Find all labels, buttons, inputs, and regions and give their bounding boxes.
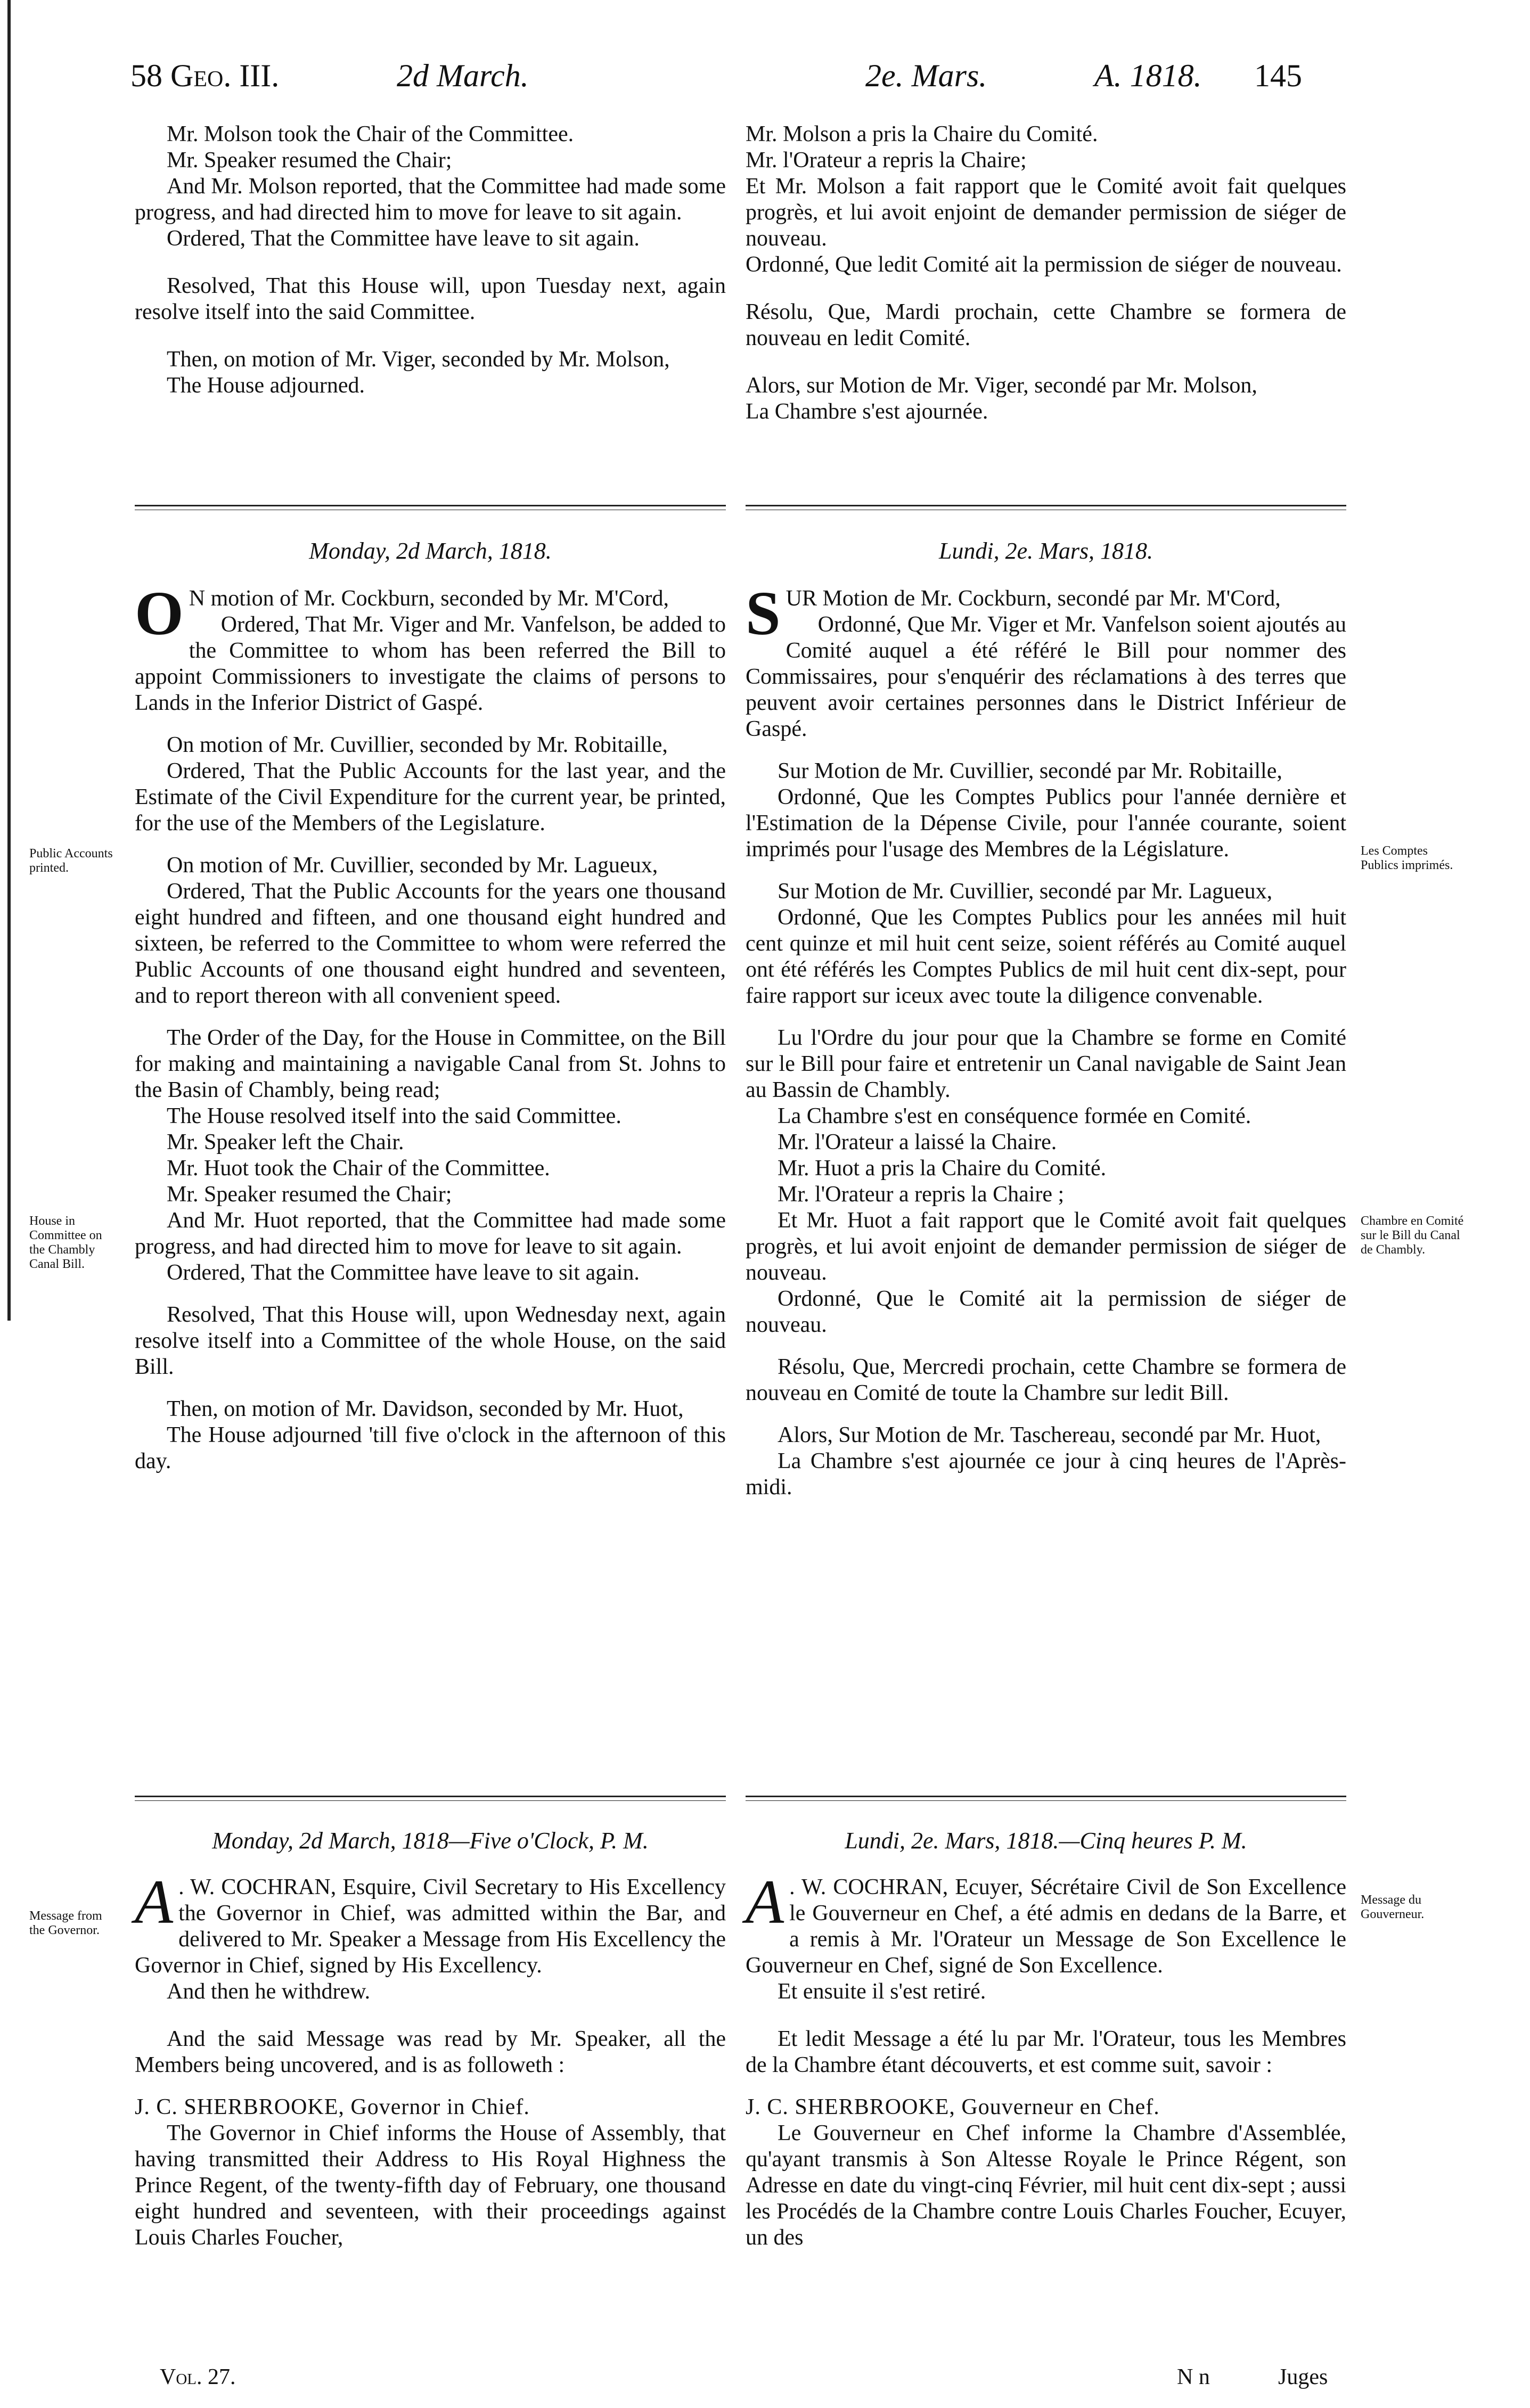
- dropcap: S: [746, 578, 781, 648]
- margin-note-message: Message from the Governor.: [29, 1909, 102, 1937]
- s2-en-p: Then, on motion of Mr. Davidson, seconded by Mr. Huot,: [167, 1397, 684, 1421]
- s1-en-line: And Mr. Molson reported, that the Committee had made some progress, and had directed him to move for leave to sit again.: [135, 174, 726, 225]
- header-year: A. 1818.: [1094, 58, 1202, 93]
- section-rule: [746, 1796, 1346, 1801]
- page-spine-edge: [7, 0, 11, 1321]
- s2-heading-en: Monday, 2d March, 1818.: [309, 538, 552, 564]
- section2-french: [746, 578, 1346, 1501]
- s1-en-line: Mr. Molson took the Chair of the Committee.: [167, 122, 574, 146]
- s2-en-p: The House resolved itself into the said Committee.: [167, 1104, 621, 1128]
- s1-en-line: The House adjourned.: [167, 373, 365, 398]
- margin-note-chambly-canal: House in Committee on the Chambly Canal Bill.: [29, 1214, 102, 1271]
- s3-en-p: And then he withdrew.: [167, 1979, 371, 2004]
- header-reign: 58 Geo. III.: [130, 58, 280, 93]
- s1-fr-line: La Chambre s'est ajournée.: [746, 399, 988, 424]
- s2-en-p: Ordered, That the Public Accounts for the years one thousand eight hundred and fifteen, and one thousand eight hundred and sixteen, be referred to the Committee to whom were referred the Public Accounts of one thousand eight hundred and seventeen, and to report thereon with all convenient speed.: [135, 879, 726, 1008]
- margin-note-public-accounts: Public Accounts printed.: [29, 847, 113, 875]
- s1-fr-line: Ordonné, Que ledit Comité ait la permission de siéger de nouveau.: [746, 252, 1342, 277]
- running-header: [130, 58, 1350, 105]
- s2-fr-p: UR Motion de Mr. Cockburn, secondé par Mr. M'Cord,: [786, 586, 1281, 611]
- s2-fr-p: Ordonné, Que Mr. Viger et Mr. Vanfelson soient ajoutés au Comité auquel a été référé le Bill pour nommer des Commissaires, pour s'enquérir des réclamations à des terres que peuvent avoir certaines personnes dans le District Inférieur de Gaspé.: [746, 612, 1346, 741]
- s3-fr-signature: J. C. SHERBROOKE, Gouverneur en Chef.: [746, 2095, 1160, 2119]
- s2-fr-p: Sur Motion de Mr. Cuvillier, secondé par Mr. Lagueux,: [778, 879, 1273, 904]
- section-rule: [746, 505, 1346, 510]
- section2-english: [135, 578, 726, 1475]
- s2-heading-fr: Lundi, 2e. Mars, 1818.: [938, 538, 1153, 564]
- s2-fr-p: Ordonné, Que les Comptes Publics pour l'année dernière et l'Estimation de la Dépense Civile, pour l'année courante, soient imprimés pour l'usage des Membres de la Législature.: [746, 785, 1346, 862]
- s2-en-p: On motion of Mr. Cuvillier, seconded by Mr. Lagueux,: [167, 853, 658, 878]
- header-date-fr: 2e. Mars.: [865, 58, 987, 93]
- s2-fr-p: La Chambre s'est en conséquence formée en Comité.: [778, 1104, 1251, 1128]
- dropcap: A: [746, 1867, 784, 1937]
- s3-fr-p: Le Gouverneur en Chef informe la Chambre d'Assemblée, qu'ayant transmis à Son Altesse Royale le Prince Régent, son Adresse en date du vingt-cinq Février, mil huit cent dix-sept ; aussi les Procédés de la Chambre contre Louis Charles Foucher, Ecuyer, un des: [746, 2121, 1346, 2250]
- s1-fr-line: Alors, sur Motion de Mr. Viger, secondé par Mr. Molson,: [746, 373, 1257, 398]
- s2-en-p: Resolved, That this House will, upon Wednesday next, again resolve itself into a Committee of the whole House, on the said Bill.: [135, 1303, 726, 1379]
- section-rule: [135, 1796, 726, 1801]
- margin-note-canal-chambly: Chambre en Comité sur le Bill du Canal de Chambly.: [1361, 1214, 1464, 1257]
- section3-english: [135, 1867, 726, 2251]
- s2-fr-p: Lu l'Ordre du jour pour que la Chambre se forme en Comité sur le Bill pour faire et entretenir un Canal navigable de Saint Jean au Bassin de Chambly.: [746, 1026, 1346, 1102]
- s2-en-p: Ordered, That Mr. Viger and Mr. Vanfelson, be added to the Committee to whom has been referred the Bill to appoint Commissioners to investigate the claims of persons to Lands in the Inferior District of Gaspé.: [135, 612, 726, 715]
- s2-en-p: And Mr. Huot reported, that the Committee had made some progress, and had directed him to move for leave to sit again.: [135, 1208, 726, 1259]
- s2-en-p: The Order of the Day, for the House in Committee, on the Bill for making and maintaining a navigable Canal from St. Johns to the Basin of Chambly, being read;: [135, 1026, 726, 1102]
- s1-fr-line: Résolu, Que, Mardi prochain, cette Chambre se formera de nouveau en ledit Comité.: [746, 300, 1346, 350]
- s2-en-p: On motion of Mr. Cuvillier, seconded by Mr. Robitaille,: [167, 733, 668, 757]
- s2-fr-p: Résolu, Que, Mercredi prochain, cette Chambre se formera de nouveau en Comité de toute la Chambre sur ledit Bill.: [746, 1355, 1346, 1405]
- dropcap: O: [135, 578, 184, 648]
- margin-note-comptes-publics: Les Comptes Publics imprimés.: [1361, 844, 1453, 872]
- s1-fr-line: Et Mr. Molson a fait rapport que le Comité avoit fait quelques progrès, et lui avoit enjoint de demander permission de siéger de nouveau.: [746, 174, 1346, 251]
- s2-en-p: Mr. Speaker left the Chair.: [167, 1130, 404, 1154]
- s2-fr-p: Et Mr. Huot a fait rapport que le Comité avoit fait quelques progrès, et lui avoit enjoint de demander permission de siéger de nouveau.: [746, 1208, 1346, 1285]
- s3-fr-p: . W. COCHRAN, Ecuyer, Sécrétaire Civil de Son Excellence le Gouverneur en Chef, a été admis en dedans de la Barre, et a remis à Mr. l'Orateur un Message de Son Excellence le Gouverneur en Chef, signé de Son Excellence.: [746, 1875, 1346, 1978]
- signature-mark: N n: [1177, 2365, 1210, 2389]
- s1-fr-line: Mr. l'Orateur a repris la Chaire;: [746, 148, 1027, 173]
- s2-fr-p: Mr. Huot a pris la Chaire du Comité.: [778, 1156, 1107, 1181]
- volume-mark: Vol. 27.: [160, 2365, 236, 2389]
- s2-fr-p: La Chambre s'est ajournée ce jour à cinq heures de l'Après-midi.: [746, 1449, 1346, 1500]
- s3-fr-p: Et ensuite il s'est retiré.: [778, 1979, 986, 2004]
- header-date-en: 2d March.: [397, 58, 529, 93]
- s2-fr-p: Sur Motion de Mr. Cuvillier, secondé par Mr. Robitaille,: [778, 759, 1282, 783]
- s2-en-p: Ordered, That the Public Accounts for the last year, and the Estimate of the Civil Expenditure for the current year, be printed, for the use of the Members of the Legislature.: [135, 759, 726, 836]
- s3-en-p: The Governor in Chief informs the House of Assembly, that having transmitted their Address to His Royal Highness the Prince Regent, of the twenty-fifth day of February, one thousand eight hundred and seventeen, with their proceedings against Louis Charles Foucher,: [135, 2121, 726, 2250]
- s2-en-p: The House adjourned 'till five o'clock in the afternoon of this day.: [135, 1423, 726, 1473]
- s2-en-p: Mr. Huot took the Chair of the Committee.: [167, 1156, 550, 1181]
- section3-french: [746, 1867, 1346, 2251]
- s1-en-line: Resolved, That this House will, upon Tuesday next, again resolve itself into the said Committee.: [135, 274, 726, 324]
- s3-en-p: . W. COCHRAN, Esquire, Civil Secretary to His Excellency the Governor in Chief, was admitted within the Bar, and delivered to Mr. Speaker a Message from His Excellency the Governor in Chief, signed by His Excellency.: [135, 1875, 726, 1978]
- s2-en-p: Mr. Speaker resumed the Chair;: [167, 1182, 452, 1207]
- s2-fr-p: Mr. l'Orateur a laissé la Chaire.: [778, 1130, 1057, 1154]
- s2-en-p: N motion of Mr. Cockburn, seconded by Mr. M'Cord,: [189, 586, 669, 611]
- s1-en-line: Mr. Speaker resumed the Chair;: [167, 148, 452, 173]
- margin-note-message-fr: Message du Gouverneur.: [1361, 1893, 1425, 1921]
- dropcap: A: [135, 1867, 174, 1937]
- s3-en-p: And the said Message was read by Mr. Speaker, all the Members being uncovered, and is as followeth :: [135, 2027, 726, 2077]
- s2-fr-p: Ordonné, Que le Comité ait la permission de siéger de nouveau.: [746, 1287, 1346, 1337]
- section1-french: [746, 121, 1346, 425]
- page-number: 145: [1254, 58, 1302, 93]
- s1-fr-line: Mr. Molson a pris la Chaire du Comité.: [746, 122, 1098, 146]
- section-rule: [135, 505, 726, 510]
- section1-english: [135, 121, 726, 399]
- s3-en-signature: J. C. SHERBROOKE, Governor in Chief.: [135, 2095, 530, 2119]
- s1-en-line: Then, on motion of Mr. Viger, seconded by Mr. Molson,: [167, 347, 670, 372]
- s3-fr-p: Et ledit Message a été lu par Mr. l'Orateur, tous les Membres de la Chambre étant découverts, et est comme suit, savoir :: [746, 2027, 1346, 2077]
- s2-en-p: Ordered, That the Committee have leave to sit again.: [167, 1260, 640, 1285]
- s1-en-line: Ordered, That the Committee have leave to sit again.: [167, 226, 640, 251]
- s2-fr-p: Alors, Sur Motion de Mr. Taschereau, secondé par Mr. Huot,: [778, 1423, 1321, 1447]
- s3-heading-fr: Lundi, 2e. Mars, 1818.—Cinq heures P. M.: [845, 1828, 1247, 1854]
- s2-fr-p: Mr. l'Orateur a repris la Chaire ;: [778, 1182, 1065, 1207]
- s3-heading-en: Monday, 2d March, 1818—Five o'Clock, P. M.: [212, 1828, 649, 1854]
- s2-fr-p: Ordonné, Que les Comptes Publics pour les années mil huit cent quinze et mil huit cent seize, soient référés au Comité auquel ont été référés les Comptes Publics de mil huit cent dix-sept, pour faire rapport sur iceux avec toute la diligence convenable.: [746, 905, 1346, 1008]
- catchword: Juges: [1278, 2365, 1328, 2389]
